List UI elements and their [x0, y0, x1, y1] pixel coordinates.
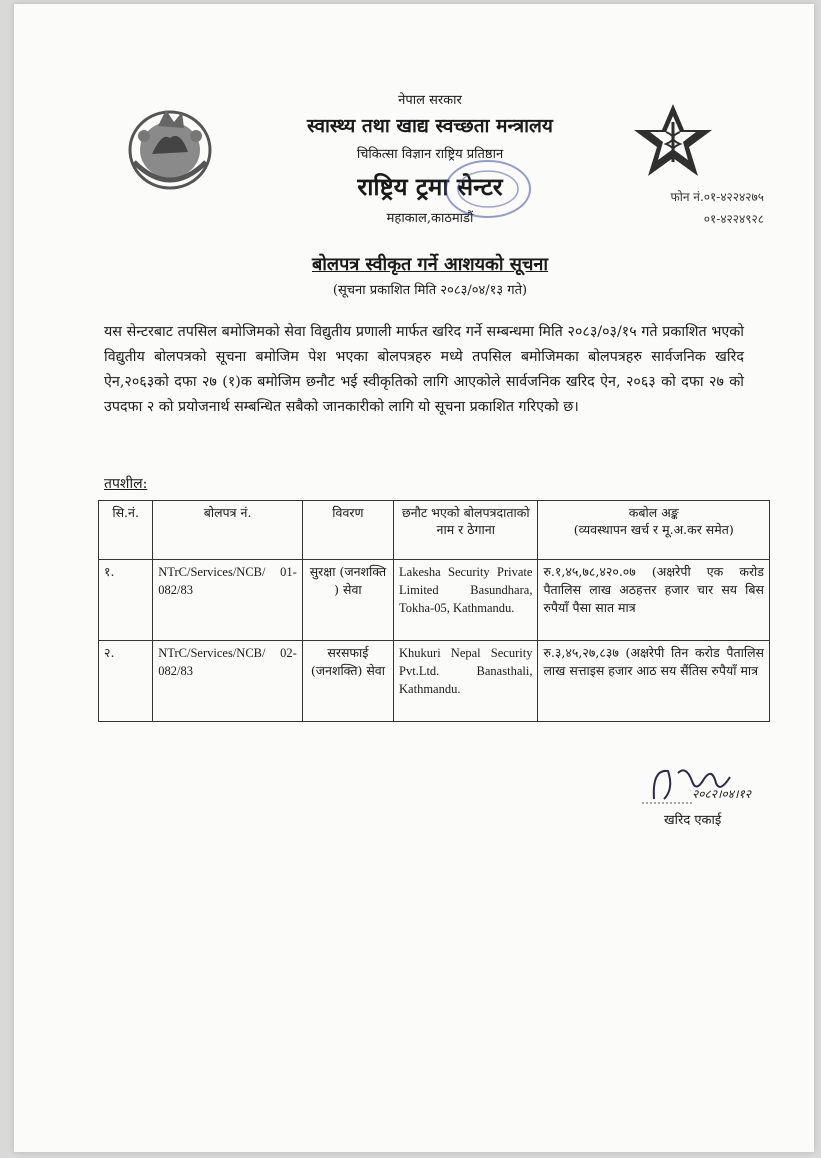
notice-body: यस सेन्टरबाट तपसिल बमोजिमको सेवा विद्युतीय प्रणाली मार्फत खरिद गर्ने सम्बन्धमा मिति २०८३/०३/१५ गते प्रकाशित भएको विद्युतीय बोलपत्रको सूचना बमोजिम पेश भएका बोलपत्रहरु मध्ये तपसिल बमोजिमका बोलपत्रहरु सार्वजनिक खरिद ऐन,२०६३को दफा २७ (१)क बमोजिम छनौट भई स्वीकृतिको लागि आएकोले सार्वजनिक खरिद ऐन, २०६३ को दफा २७ को उपदफा २ को प्रयोजनार्थ सम्बन्धित सबैको जानकारीको लागि यो सूचना प्रकाशित गरिएको छ। — [104, 324, 744, 415]
header-amount — [538, 501, 770, 560]
row-bid-no: NTrC/Services/NCB/ 02-082/83 — [153, 641, 303, 722]
ministry-name: स्वास्थ्य तथा खाद्य स्वच्छता मन्त्रालय — [307, 115, 553, 137]
center-address: महाकाल,काठमाडौं — [386, 211, 474, 226]
header-amount-subtitle: (व्यवस्थापन खर्च र मू.अ.कर समेत) — [573, 522, 734, 537]
row-description: सुरक्षा (जनशक्ति ) सेवा — [302, 560, 393, 641]
table-row — [99, 560, 770, 641]
phone-number-1: फोन नं.०१-४२२४२७५ — [670, 190, 764, 204]
center-name: राष्ट्रिय ट्रमा सेन्टर — [357, 172, 503, 201]
row-bidder: Lakesha Security Private Limited Basundhara, Tokha-05, Kathmandu. — [394, 560, 538, 641]
institute-name: चिकित्सा विज्ञान राष्ट्रिय प्रतिष्ठान — [356, 147, 504, 162]
table-header-row — [99, 501, 770, 560]
notice-published-date: (सूचना प्रकाशित मिति २०८३/०४/१३ गते) — [332, 283, 528, 298]
document-page — [14, 4, 814, 1152]
bid-acceptance-table — [98, 500, 770, 722]
header-bidder: छनौट भएको बोलपत्रदाताको नाम र ठेगाना — [394, 501, 538, 560]
signature-date: २०८२।०४।१२ — [692, 787, 752, 801]
office-seal-stamp — [440, 154, 536, 224]
row-bid-no: NTrC/Services/NCB/ 01-082/83 — [153, 560, 303, 641]
header-amount-title: कबोल अङ्क — [628, 505, 679, 520]
notice-title: बोलपत्र स्वीकृत गर्ने आशयको सूचना — [311, 254, 549, 275]
signature-unit: खरिद एकाई — [664, 813, 722, 828]
government-label: नेपाल सरकार — [398, 93, 462, 108]
row-sn: १. — [99, 560, 153, 641]
header-description: विवरण — [302, 501, 393, 560]
header-sn: सि.नं. — [99, 501, 153, 560]
row-amount: रु.१,४५,७८,४२०.०७ (अक्षरेपी एक करोड पैतालिस लाख अठहत्तर हजार चार सय बिस रुपैयाँ पैसा सात मात्र — [538, 560, 770, 641]
row-bidder: Khukuri Nepal Security Pvt.Ltd. Banasthali, Kathmandu. — [394, 641, 538, 722]
row-amount: रु.३,४५,२७,८३७ (अक्षरेपी तिन करोड पैतालिस लाख सत्ताइस हजार आठ सय सैंतिस रुपैयाँ मात्र — [538, 641, 770, 722]
row-sn: २. — [99, 641, 153, 722]
star-caduceus-logo-icon — [632, 102, 714, 182]
row-description: सरसफाई (जनशक्ति) सेवा — [302, 641, 393, 722]
table-label: तपशील: — [104, 476, 148, 492]
header-bid-no: बोलपत्र नं. — [153, 501, 303, 560]
table-row — [99, 641, 770, 722]
phone-number-2: ०१-४२२४९२८ — [703, 212, 764, 226]
